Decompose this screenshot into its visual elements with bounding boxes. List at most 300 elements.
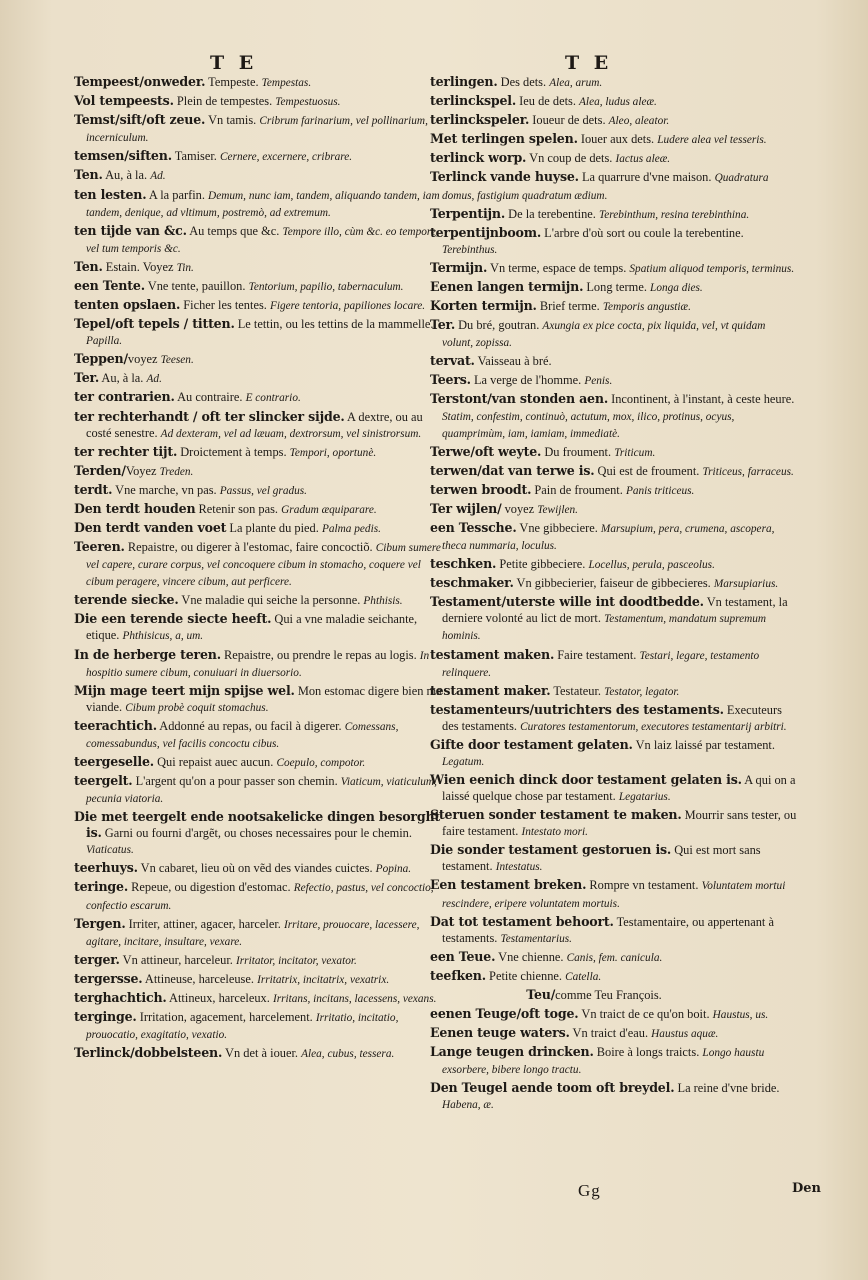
dictionary-entry — [430, 317, 798, 351]
entry-latin: Longa dies. — [650, 281, 703, 294]
dictionary-entry — [74, 611, 442, 644]
entry-latin: Ad dexteram, vel ad læuam, dextrorsum, vel sinistrorsum. — [160, 427, 422, 440]
entry-headword: teergeselle. — [74, 753, 154, 769]
entry-latin: Alea, cubus, tessera. — [301, 1048, 395, 1061]
entry-french: Vne chienne. — [495, 949, 567, 964]
dictionary-entry — [430, 1080, 798, 1113]
dictionary-entry — [74, 683, 442, 716]
dictionary-entry — [430, 556, 798, 573]
entry-latin: Gradum æquiparare. — [281, 503, 377, 516]
right-column — [430, 74, 798, 1116]
entry-latin: In hospitio sumere cibum, conuiuari in diuersorio. — [86, 649, 430, 679]
dictionary-entry — [430, 93, 798, 110]
entry-headword: Gifte door testament gelaten. — [430, 736, 633, 752]
dictionary-entry — [74, 860, 442, 877]
entry-french: A dextre, ou au costé senestre. — [86, 409, 423, 440]
entry-french: Tamiser. — [171, 149, 221, 164]
entry-headword: terwen broodt. — [430, 481, 532, 497]
entry-french: Vn traict de ce qu'on boit. — [578, 1007, 713, 1022]
entry-latin: Marsupium, pera, crumena, ascopera, theca nummaria, loculus. — [442, 523, 775, 553]
dictionary-entry — [430, 463, 798, 480]
entry-latin: Temporis angustiæ. — [602, 301, 691, 314]
dictionary-entry — [430, 594, 798, 644]
entry-french: Testamentaire, ou appertenant à testaments. — [442, 914, 774, 945]
dictionary-entry — [74, 916, 442, 950]
entry-latin: Comessans, comessabundus, vel facilis concoctu cibus. — [86, 720, 399, 750]
entry-latin: Passus, vel gradus. — [219, 484, 307, 497]
dictionary-entry — [74, 259, 442, 276]
entry-headword: Lange teugen drincken. — [430, 1044, 594, 1060]
entry-french: Brief terme. — [536, 299, 603, 314]
entry-headword: Steruen sonder testament te maken. — [430, 807, 682, 823]
entry-latin: Axungia ex pice cocta, pix liquida, vel, vt quidam volunt, zopissa. — [442, 320, 766, 350]
entry-french: Testateur. — [550, 683, 605, 698]
entry-french: Vn testament, la derniere volonté au lict de mort. — [442, 595, 788, 626]
dictionary-entry — [430, 150, 798, 167]
entry-headword: Terlinck/dobbelsteen. — [74, 1045, 223, 1061]
entry-headword: Ten. — [74, 167, 103, 183]
dictionary-entry — [430, 225, 798, 258]
entry-french: Repaistre, ou prendre le repas au logis. — [220, 647, 420, 662]
entry-latin: Terebinthum, resina terebinthina. — [598, 208, 750, 221]
entry-headword: Terpentijn. — [430, 205, 506, 221]
entry-headword: In de herberge teren. — [74, 646, 221, 662]
entry-headword: Tergen. — [74, 915, 126, 931]
entry-headword: tergersse. — [74, 970, 143, 986]
dictionary-entry — [430, 112, 798, 129]
entry-latin: Habena, æ. — [442, 1099, 494, 1112]
entry-latin: Testamentum, mandatum supremum hominis. — [442, 613, 767, 643]
entry-headword: teerachtich. — [74, 717, 157, 733]
entry-french: Tempeste. — [205, 75, 262, 89]
entry-latin: Treden. — [159, 465, 194, 478]
entry-french: La verge de l'homme. — [470, 373, 585, 388]
entry-french: A la parfin. — [146, 187, 209, 202]
dictionary-entry — [390, 987, 798, 1004]
dictionary-entry — [74, 187, 442, 221]
entry-latin: Irritans, incitans, lacessens, vexans. — [272, 992, 437, 1005]
entry-headword: testament maken. — [430, 646, 555, 662]
entry-headword: Eenen langen termijn. — [430, 278, 584, 294]
entry-latin: Legatum. — [442, 755, 485, 768]
entry-latin: Iactus aleæ. — [615, 153, 671, 166]
entry-french: Rompre vn testament. — [586, 878, 702, 893]
entry-latin: Triticeus, farraceus. — [702, 465, 794, 478]
entry-french: Vaisseau à bré. — [474, 354, 552, 369]
entry-headword: testament maker. — [430, 682, 551, 698]
entry-french: Ficher les tentes. — [180, 297, 270, 312]
entry-french: La reine d'vne bride. — [674, 1081, 780, 1096]
entry-french: Ieu de dets. — [516, 94, 580, 109]
entry-latin: Figere tentoria, papiliones locare. — [269, 299, 426, 312]
entry-latin: Tempestas. — [261, 77, 312, 89]
entry-french: Boire à longs traicts. — [593, 1045, 703, 1060]
entry-french: Qui est mort sans testament. — [442, 843, 761, 874]
entry-french: Repaistre, ou digerer à l'estomac, faire concoctiõ. — [124, 540, 376, 555]
dictionary-entry — [430, 807, 798, 840]
entry-latin: Cribrum farinarium, vel pollinarium, incerniculum. — [86, 115, 428, 145]
dictionary-entry — [430, 1044, 798, 1078]
entry-latin: Marsupiarius. — [713, 578, 779, 591]
entry-headword: Die met teergelt ende nootsakelicke dingen besorght is. — [74, 809, 441, 841]
entry-headword: Tempeest/onweder. — [74, 74, 206, 89]
dictionary-entry — [74, 482, 442, 499]
entry-french: Iouer aux dets. — [577, 132, 658, 147]
entry-headword: een Tente. — [74, 277, 145, 293]
dictionary-entry — [74, 463, 442, 480]
entry-headword: Wien eenich dinck door testament gelaten is. — [430, 772, 742, 788]
dictionary-entry — [430, 737, 798, 770]
entry-latin: Testari, legare, testamento relinquere. — [442, 649, 760, 679]
entry-french: Petite gibbeciere. — [496, 557, 589, 572]
entry-french: Petite chienne. — [485, 968, 566, 983]
entry-latin: Tentorium, papilio, tabernaculum. — [248, 280, 404, 293]
dictionary-entry — [430, 391, 798, 441]
dictionary-entry — [430, 1025, 798, 1042]
entry-latin: Legatarius. — [618, 791, 671, 804]
entry-french: Voyez — [125, 463, 160, 478]
entry-headword: Terden/ — [74, 462, 126, 478]
entry-headword: Temst/sift/oft zeue. — [74, 112, 206, 128]
dictionary-entry — [74, 223, 442, 257]
entry-latin: Ludere alea vel tesseris. — [657, 134, 767, 147]
dictionary-entry — [74, 148, 442, 165]
dictionary-entry — [430, 575, 798, 592]
dictionary-entry — [74, 520, 442, 537]
entry-french: Vn traict d'eau. — [569, 1026, 652, 1041]
entry-french: Vn cabaret, lieu où on vẽd des viandes cuictes. — [137, 861, 376, 876]
entry-french: Vne marche, vn pas. — [112, 482, 220, 497]
dictionary-entry — [430, 1006, 798, 1023]
entry-french: Plein de tempestes. — [173, 94, 276, 109]
entry-headword: terlinckspel. — [430, 93, 517, 109]
entry-headword: Terwe/oft weyte. — [430, 443, 542, 459]
entry-headword: ter rechterhandt / oft ter slincker sijde. — [74, 408, 345, 424]
entry-french: La quarrure d'vne maison. — [578, 170, 715, 185]
entry-headword: Ter. — [430, 317, 456, 333]
dictionary-entry — [74, 316, 442, 349]
dictionary-entry — [74, 1045, 442, 1062]
entry-headword: Ter wijlen/ — [430, 500, 502, 516]
entry-french: Vn tamis. — [205, 113, 260, 128]
entry-latin: Testamentarius. — [500, 932, 572, 945]
entry-latin: Longo haustu exsorbere, bibere longo tractu. — [442, 1047, 765, 1077]
entry-french: Qui repaist auec aucun. — [153, 754, 277, 769]
entry-french: Addonné au repas, ou facil à digerer. — [156, 718, 345, 733]
entry-latin: Cibum sumere vel capere, curare corpus, vel concoquere cibum in stomacho, coquere vel cibum peragere, vincere cibum, aut perficere. — [86, 542, 441, 589]
dictionary-entry — [74, 389, 442, 406]
entry-latin: Terebinthus. — [442, 243, 498, 256]
entry-latin: Coepulo, compotor. — [276, 756, 366, 769]
dictionary-entry — [430, 482, 798, 499]
entry-latin: Papilla. — [86, 335, 123, 348]
entry-latin: Panis triticeus. — [625, 484, 695, 497]
dictionary-entry — [74, 444, 442, 461]
entry-latin: Refectio, pastus, vel concoctio, confectio escarum. — [86, 882, 434, 912]
entry-french: Le tettin, ou les tettins de la mammelle. — [234, 317, 434, 332]
entry-french: Irritation, agacement, harcelement. — [136, 1010, 316, 1025]
dictionary-entry — [74, 592, 442, 609]
dictionary-entry — [430, 772, 798, 805]
entry-french: Vne tente, pauillon. — [144, 278, 249, 293]
entry-headword: terlinckspeler. — [430, 112, 530, 128]
dictionary-entry — [74, 370, 442, 387]
entry-french: comme Teu François. — [555, 987, 662, 1002]
entry-headword: terlinck worp. — [430, 150, 527, 166]
dictionary-entry — [430, 74, 798, 91]
entry-latin: Phthisicus, a, um. — [122, 630, 204, 643]
dictionary-entry — [430, 702, 798, 735]
entry-french: Garni ou fourni d'argẽt, ou choses necessaires pour le chemin. — [101, 826, 412, 841]
entry-latin: Catella. — [565, 970, 602, 983]
entry-latin: Haustus aquæ. — [651, 1028, 719, 1041]
dictionary-entry — [430, 206, 798, 223]
entry-latin: Phthisis. — [363, 595, 403, 608]
entry-headword: Tepel/oft tepels / titten. — [74, 316, 235, 332]
entry-latin: E contrario. — [245, 392, 301, 405]
entry-latin: Palma pedis. — [321, 523, 381, 536]
running-head-left: T E — [210, 52, 258, 74]
entry-french: voyez — [501, 501, 538, 516]
dictionary-entry — [74, 409, 442, 442]
entry-french: Pain de froument. — [531, 482, 626, 497]
entry-headword: ter contrarien. — [74, 389, 175, 405]
entry-latin: Intestatus. — [495, 861, 543, 874]
entry-headword: terlingen. — [430, 74, 498, 89]
entry-latin: Tempori, oportunè. — [289, 446, 377, 459]
entry-headword: Den Teugel aende toom oft breydel. — [430, 1080, 675, 1096]
entry-headword: Mijn mage teert mijn spijse wel. — [74, 682, 295, 698]
dictionary-entry — [74, 647, 442, 681]
entry-french: Vn terme, espace de temps. — [487, 260, 630, 275]
entry-headword: terpentijnboom. — [430, 224, 542, 240]
dictionary-entry — [430, 298, 798, 315]
dictionary-entry — [74, 879, 442, 913]
entry-french: Executeurs des testaments. — [442, 702, 782, 733]
entry-latin: Teesen. — [160, 354, 194, 367]
entry-french: Vn gibbecierier, faiseur de gibbecieres. — [513, 576, 714, 591]
dictionary-entry — [74, 278, 442, 295]
entry-latin: Ad. — [146, 373, 162, 386]
dictionary-entry — [74, 351, 442, 368]
entry-headword: Die sonder testament gestoruen is. — [430, 842, 672, 858]
entry-headword: Korten termijn. — [430, 298, 537, 314]
entry-french: Repeue, ou digestion d'estomac. — [128, 880, 294, 895]
entry-latin: Viaticum, viaticulum, pecunia viatoria. — [86, 776, 437, 806]
entry-headword: temsen/siften. — [74, 148, 172, 164]
entry-latin: Tempestuosus. — [275, 96, 341, 109]
entry-headword: Ten. — [74, 258, 103, 274]
dictionary-entry — [430, 444, 798, 461]
entry-headword: Dat tot testament behoort. — [430, 913, 614, 929]
dictionary-entry — [430, 501, 798, 518]
entry-latin: Testator, legator. — [604, 685, 680, 698]
dictionary-entry — [74, 809, 442, 858]
entry-headword: terger. — [74, 951, 120, 967]
entry-french: Du bré, goutran. — [455, 318, 543, 333]
entry-latin: Cernere, excernere, cribrare. — [220, 151, 353, 164]
dictionary-entry — [430, 949, 798, 966]
dictionary-entry — [74, 539, 442, 590]
entry-french: Faire testament. — [554, 647, 640, 662]
entry-french: Droictement à temps. — [177, 444, 290, 459]
entry-headword: terwen/dat van terwe is. — [430, 462, 595, 478]
entry-french: Mon estomac digere bien ma viande. — [86, 683, 442, 714]
dictionary-entry — [74, 952, 442, 969]
entry-headword: teringe. — [74, 879, 129, 895]
dictionary-entry — [430, 169, 798, 203]
entry-headword: Ter. — [74, 370, 100, 386]
dictionary-entry — [430, 372, 798, 389]
dictionary-entry — [74, 990, 442, 1007]
entry-french: Qui a vne maladie seichante, etique. — [86, 612, 418, 643]
entry-french: Incontinent, à l'instant, à ceste heure. — [608, 392, 795, 407]
entry-headword: Die een terende siecte heeft. — [74, 611, 272, 627]
entry-latin: Quadratura domus, fastigium quadratum ædium. — [442, 172, 769, 202]
entry-headword: een Tessche. — [430, 520, 517, 536]
entry-headword: Testament/uterste wille int doodtbedde. — [430, 594, 704, 610]
entry-headword: Eenen teuge waters. — [430, 1025, 570, 1041]
entry-french: Mourrir sans tester, ou faire testament. — [442, 808, 797, 839]
entry-latin: Intestato mori. — [521, 826, 588, 839]
entry-headword: Met terlingen spelen. — [430, 131, 578, 147]
entry-latin: Tewijlen. — [537, 503, 578, 516]
entry-latin: Irritare, prouocare, lacessere, agitare, incitare, insultare, vexare. — [86, 918, 420, 948]
entry-french: Au temps que &c. — [186, 223, 283, 238]
dictionary-entry — [74, 112, 442, 146]
dictionary-entry — [430, 353, 798, 370]
dictionary-entry — [74, 718, 442, 752]
entry-latin: Popina. — [375, 863, 412, 876]
entry-french: Du froument. — [541, 444, 615, 459]
entry-latin: Aleo, aleator. — [608, 115, 670, 128]
dictionary-entry — [74, 167, 442, 184]
entry-headword: Terlinck vande huyse. — [430, 169, 579, 185]
entry-latin: Cibum probè coquit stomachus. — [125, 701, 269, 714]
dictionary-entry — [430, 520, 798, 554]
entry-latin: Tempore illo, cùm &c. eo tempore, vel tum temporis &c. — [86, 225, 439, 255]
entry-headword: Termijn. — [430, 259, 488, 275]
entry-headword: tenten opslaen. — [74, 296, 181, 312]
entry-latin: Viaticatus. — [86, 844, 134, 857]
entry-latin: Canis, fem. canicula. — [566, 951, 663, 964]
catchword: Den — [792, 1181, 821, 1196]
left-column — [74, 74, 442, 1064]
signature-mark: Gg — [578, 1181, 601, 1200]
dictionary-entry — [430, 647, 798, 681]
entry-french: Au, à la. — [99, 371, 147, 386]
entry-french: A qui on a laissé quelque chose par testament. — [442, 773, 796, 804]
entry-latin: Haustus, us. — [712, 1009, 769, 1022]
entry-french: L'argent qu'on a pour passer son chemin. — [132, 774, 341, 789]
entry-french: Vn attineur, harceleur. — [119, 952, 237, 967]
entry-headword: Teeren. — [74, 539, 125, 555]
dictionary-entry — [430, 914, 798, 947]
entry-headword: Vol tempeests. — [74, 93, 174, 109]
entry-headword: teschmaker. — [430, 575, 514, 591]
dictionary-entry — [430, 842, 798, 875]
entry-latin: Curatores testamentorum, executores testamentarij arbitri. — [520, 720, 787, 733]
entry-latin: Demum, nunc iam, tandem, aliquando tandem, iam tandem, denique, ad vltimum, postremò, ad extremum. — [86, 189, 440, 219]
entry-latin: Alea, ludus aleæ. — [579, 96, 657, 109]
entry-latin: Tin. — [176, 261, 194, 274]
dictionary-entry — [74, 74, 442, 91]
dictionary-entry — [430, 260, 798, 277]
entry-latin: Irritator, incitator, vexator. — [236, 954, 357, 967]
entry-headword: teschken. — [430, 556, 497, 572]
entry-latin: Voluntatem mortui rescindere, eripere voluntatem mortuis. — [442, 880, 786, 910]
entry-headword: Den terdt houden — [74, 500, 196, 516]
entry-french: Ioueur de dets. — [529, 113, 609, 128]
entry-headword: een Teue. — [430, 948, 496, 964]
entry-headword: testamenteurs/uutrichters des testaments. — [430, 701, 724, 717]
entry-french: Attineux, harceleux. — [166, 990, 273, 1005]
dictionary-entry — [74, 754, 442, 771]
entry-french: Des dets. — [497, 75, 550, 89]
entry-headword: terende siecke. — [74, 592, 179, 608]
entry-headword: ten tijde van &c. — [74, 222, 187, 238]
entry-headword: eenen Teuge/oft toge. — [430, 1006, 579, 1022]
entry-french: Vn det à iouer. — [222, 1046, 302, 1061]
entry-latin: Triticum. — [614, 446, 656, 459]
entry-headword: Een testament breken. — [430, 877, 587, 893]
entry-french: Vn laiz laissé par testament. — [632, 737, 775, 752]
entry-latin: Alea, arum. — [549, 77, 603, 89]
entry-headword: ten lesten. — [74, 186, 147, 202]
dictionary-entry — [74, 501, 442, 518]
entry-latin: Statim, confestim, continuò, actutum, mox, ilico, protinus, ocyus, quamprimùm, iam, iamiam, immediatè. — [442, 410, 735, 440]
entry-latin: Ad. — [150, 170, 166, 183]
dictionary-entry — [430, 683, 798, 700]
entry-french: Attineuse, harceleuse. — [142, 971, 258, 986]
entry-headword: terginge. — [74, 1009, 137, 1025]
running-head-right: T E — [565, 52, 613, 74]
entry-french: De la terebentine. — [505, 206, 599, 221]
entry-french: Vne gibbeciere. — [516, 521, 601, 536]
entry-headword: teergelt. — [74, 773, 133, 789]
entry-headword: terghachtich. — [74, 989, 167, 1005]
dictionary-entry — [430, 877, 798, 911]
entry-headword: Terstont/van stonden aen. — [430, 391, 609, 407]
entry-headword: terdt. — [74, 481, 113, 497]
dictionary-entry — [430, 968, 798, 985]
entry-headword: teefken. — [430, 967, 486, 983]
entry-french: Vn coup de dets. — [526, 151, 616, 166]
entry-headword: Teppen/ — [74, 351, 128, 367]
entry-headword: tervat. — [430, 353, 475, 369]
entry-latin: Irritatrix, incitatrix, vexatrix. — [257, 973, 390, 986]
entry-latin: Irritatio, incitatio, prouocatio, exagitatio, vexatio. — [86, 1012, 399, 1042]
dictionary-entry — [430, 131, 798, 148]
dictionary-entry — [74, 773, 442, 807]
entry-headword: teerhuys. — [74, 860, 138, 876]
entry-headword: Teu/ — [526, 986, 556, 1002]
entry-french: L'arbre d'où sort ou coule la terebentine. — [541, 225, 744, 240]
entry-headword: ter rechter tijt. — [74, 443, 178, 459]
entry-french: Long terme. — [583, 279, 651, 294]
dictionary-entry — [74, 1009, 442, 1043]
entry-french: Irriter, attiner, agacer, harceler. — [125, 916, 284, 931]
entry-french: Vne maladie qui seiche la personne. — [178, 593, 364, 608]
entry-latin: Spatium aliquod temporis, terminus. — [629, 262, 795, 275]
entry-french: Au, à la. — [102, 168, 151, 183]
entry-french: Qui est de froument. — [594, 463, 703, 478]
entry-latin: Penis. — [584, 375, 613, 388]
dictionary-entry — [430, 279, 798, 296]
dictionary-entry — [74, 93, 442, 110]
entry-latin: Locellus, perula, pasceolus. — [588, 559, 715, 572]
entry-french: Estain. Voyez — [102, 259, 177, 274]
